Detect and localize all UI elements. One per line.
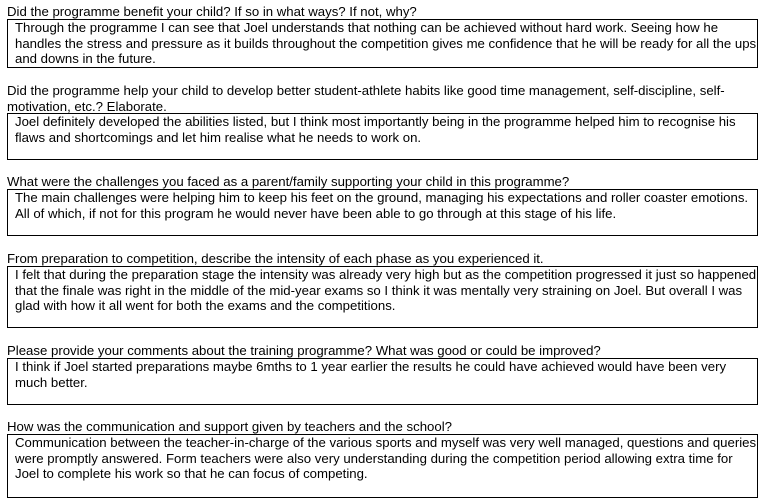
answer-box-1: Through the programme I can see that Joel understands that nothing can be achieved without hard work. Seeing how he handles the stress and pressure as it builds throughout the competition gives me confidence that he will be ready for all the ups and downs in the future. — [7, 19, 758, 68]
answer-box-6: Communication between the teacher-in-charge of the various sports and myself was very well managed, questions and queries were promptly answered. Form teachers were also very understanding during the competition period allowing extra time for Joel to complete his work so that he can focus of competing. — [7, 434, 758, 498]
answer-box-3: The main challenges were helping him to keep his feet on the ground, managing his expectations and roller coaster emotions. All of which, if not for this program he would never have been able to go through at this stage of his life. — [7, 189, 758, 236]
question-1: Did the programme benefit your child? If so in what ways? If not, why? — [7, 4, 417, 19]
question-2: Did the programme help your child to develop better student-athlete habits like good time management, self-discipline, self-motivation, etc.? Elaborate. — [7, 83, 725, 114]
question-4: From preparation to competition, describe the intensity of each phase as you experienced it. — [7, 251, 544, 266]
answer-box-4: I felt that during the preparation stage the intensity was already very high but as the competition progressed it just so happened that the finale was right in the middle of the mid-year exams so I think it was mentally very straining on Joel. But overall I was glad with how it all went for both the exams and the competitions. — [7, 266, 758, 328]
question-3: What were the challenges you faced as a parent/family supporting your child in this programme? — [7, 174, 570, 189]
question-6: How was the communication and support given by teachers and the school? — [7, 419, 452, 434]
answer-box-5: I think if Joel started preparations maybe 6mths to 1 year earlier the results he could have achieved would have been very much better. — [7, 358, 758, 405]
answer-box-2: Joel definitely developed the abilities listed, but I think most importantly being in the programme helped him to recognise his flaws and shortcomings and let him realise what he needs to work on. — [7, 113, 758, 160]
question-5: Please provide your comments about the training programme? What was good or could be improved? — [7, 343, 601, 358]
